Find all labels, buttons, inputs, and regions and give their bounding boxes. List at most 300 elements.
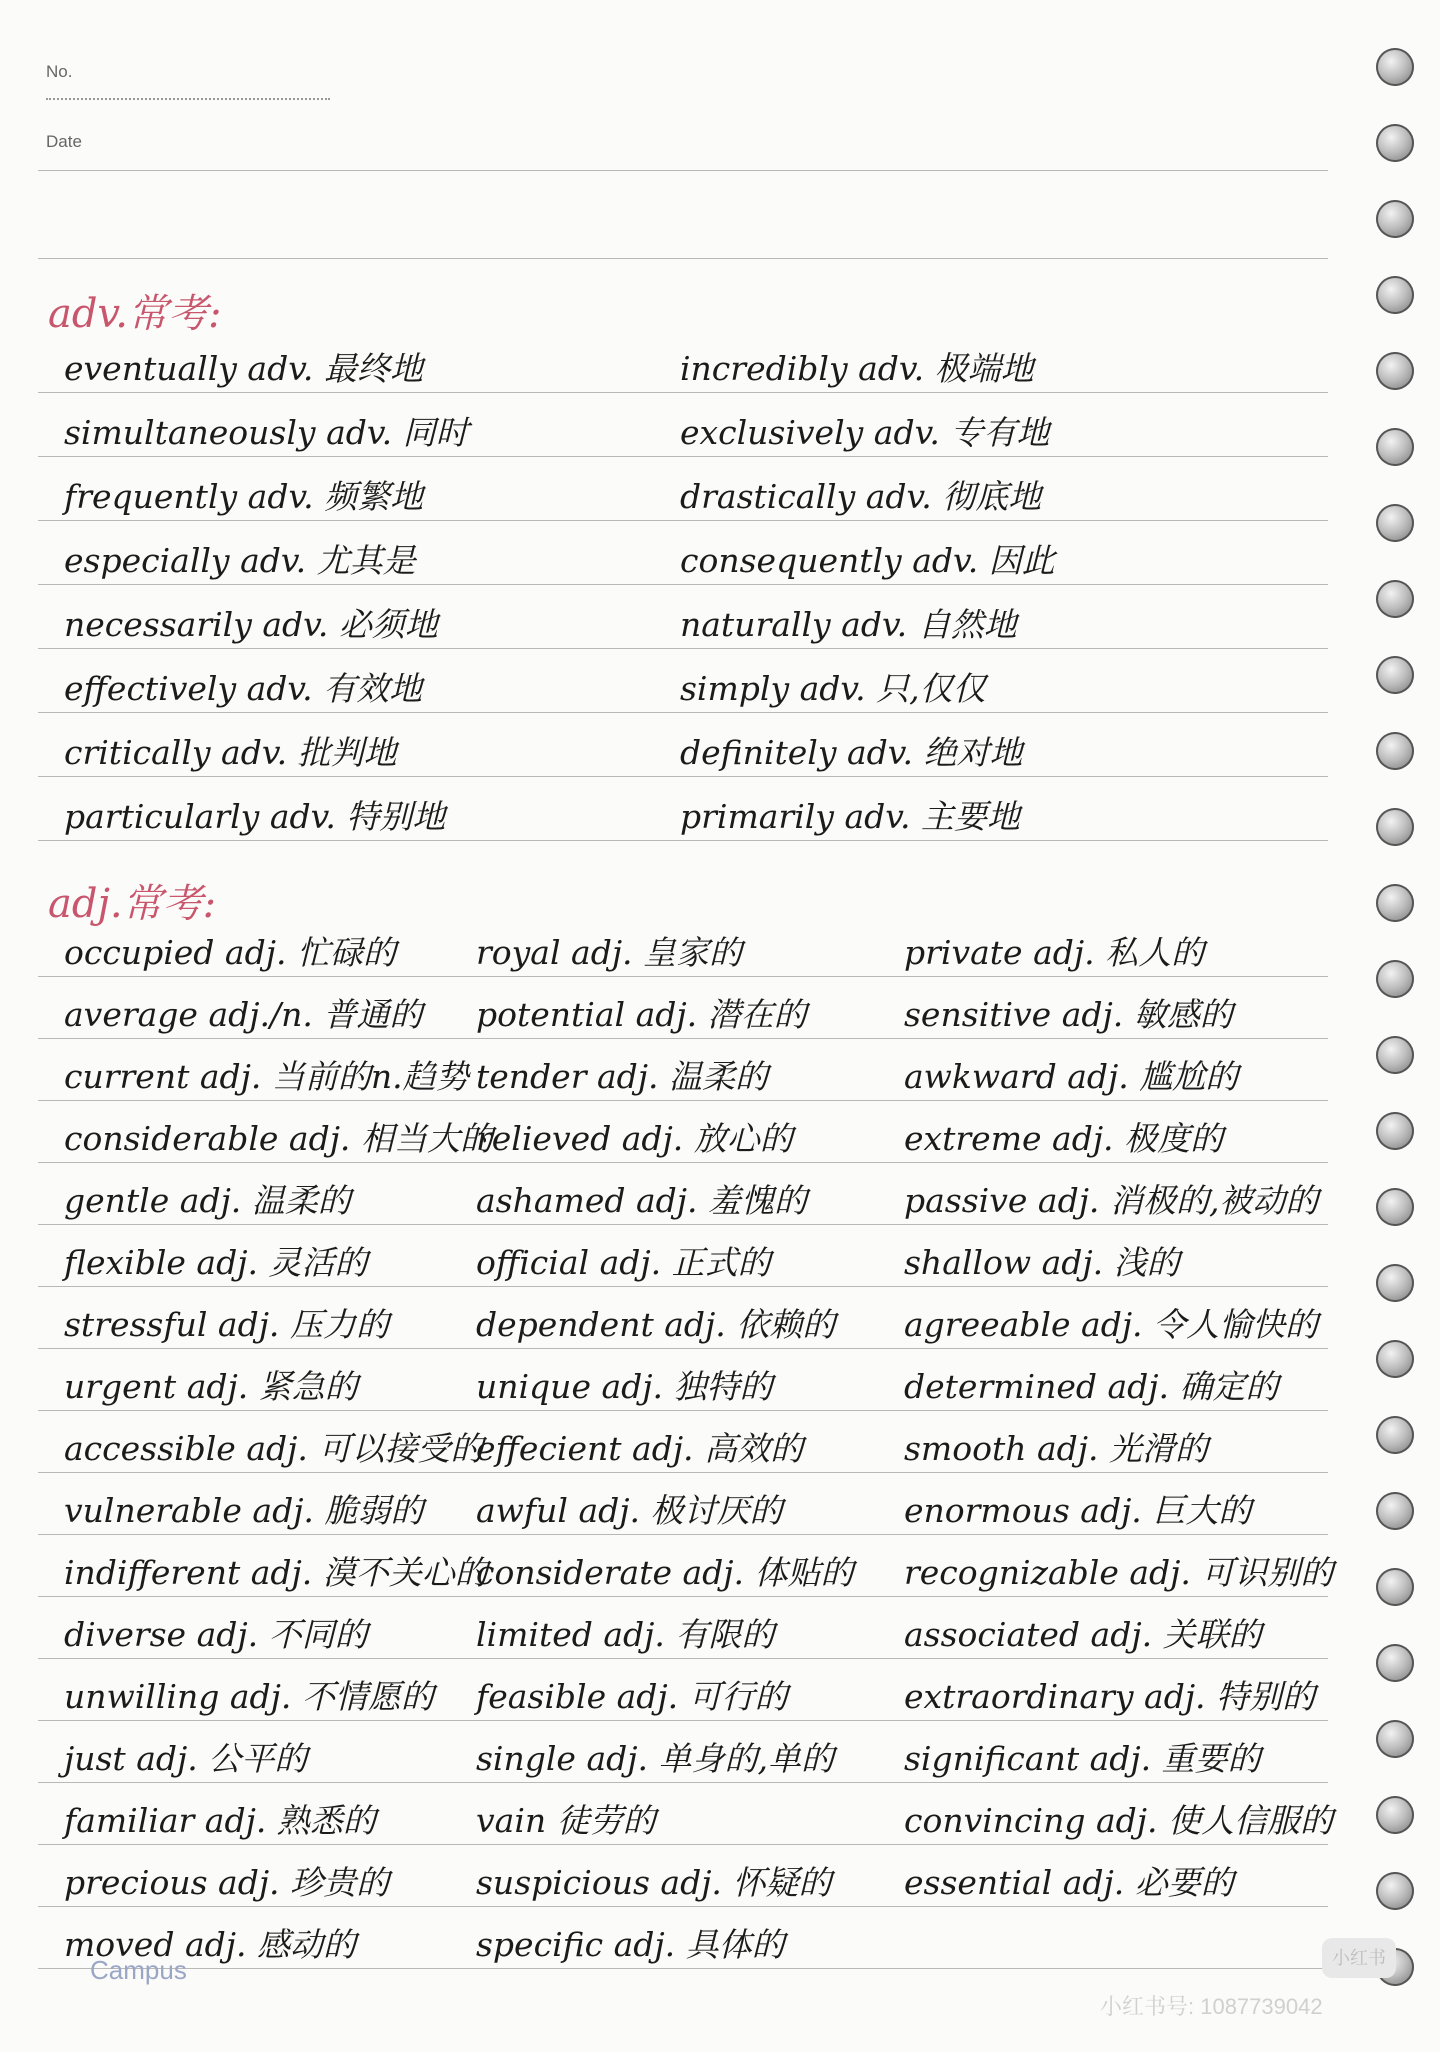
vocab-pos: adj. [1089, 1739, 1152, 1778]
vocab-meaning: 相当大的 [360, 1119, 493, 1158]
vocab-pos: adj. [660, 1863, 722, 1902]
vocab-pos: adj. [199, 1057, 262, 1096]
vocab-pos: adj. [586, 1739, 648, 1778]
vocab-pos: adv. [269, 797, 336, 836]
vocab-word: occupied [64, 933, 215, 972]
adv-row [64, 605, 438, 644]
vocab-entry [680, 733, 1023, 772]
vocab-entry [476, 1119, 793, 1158]
vocab-entry [64, 477, 423, 516]
vocab-entry [904, 1429, 1208, 1468]
vocab-meaning: 私人的 [1105, 933, 1205, 972]
ruled-line [38, 1534, 1328, 1535]
adj-row [64, 1739, 308, 1778]
vocab-entry [904, 1491, 1251, 1530]
vocab-meaning: 频繁地 [324, 477, 424, 516]
vocab-meaning: 极度的 [1124, 1119, 1224, 1158]
adj-row [476, 1243, 771, 1282]
vocab-word: sensitive [904, 995, 1052, 1034]
adv-row [64, 797, 446, 836]
adj-row [904, 1615, 1262, 1654]
vocab-entry [64, 1491, 423, 1530]
adj-row [476, 1367, 773, 1406]
binding-ring [1376, 656, 1414, 694]
vocab-meaning: 依赖的 [736, 1305, 836, 1344]
vocab-pos: adj. [136, 1739, 198, 1778]
vocab-meaning: 怀疑的 [732, 1863, 832, 1902]
vocab-pos: adv. [247, 477, 314, 516]
vocab-word: recognizable [904, 1553, 1119, 1592]
vocab-pos: adj. [1129, 1553, 1191, 1592]
vocab-pos: adj. [224, 933, 287, 972]
ruled-line [38, 1100, 1328, 1101]
vocab-word: primarily [680, 797, 834, 836]
vocab-meaning: 普通的 [323, 995, 423, 1034]
adv-row [680, 733, 1023, 772]
vocab-pos: adj. [196, 1243, 258, 1282]
ruled-line [38, 1968, 1328, 1969]
vocab-word: considerate [476, 1553, 672, 1592]
vocab-entry [64, 1367, 358, 1406]
binding-ring [1376, 1416, 1414, 1454]
adv-row [680, 349, 1034, 388]
vocab-pos: adj. [179, 1181, 242, 1220]
adv-row [680, 477, 1042, 516]
vocab-meaning: 主要地 [920, 797, 1020, 836]
vocab-meaning: 敏感的 [1133, 995, 1233, 1034]
vocab-entry [64, 413, 469, 452]
adv-row [64, 349, 423, 388]
binding-ring [1376, 1644, 1414, 1682]
vocab-meaning: 尤其是 [316, 541, 416, 580]
vocab-word: stressful [64, 1305, 208, 1344]
vocab-meaning: 确定的 [1179, 1367, 1279, 1406]
ruled-line [38, 1720, 1328, 1721]
ruled-line [38, 1596, 1328, 1597]
vocab-pos: adv. [912, 541, 979, 580]
vocab-word: current [64, 1057, 190, 1096]
vocab-pos: adj. [621, 1119, 684, 1158]
vocab-pos: adj. [613, 1925, 676, 1964]
vocab-word: agreeable [904, 1305, 1071, 1344]
vocab-meaning: 关联的 [1162, 1615, 1262, 1654]
vocab-pos: adv. [326, 413, 393, 452]
vocab-word: simply [680, 669, 790, 708]
vocab-word: necessarily [64, 605, 252, 644]
vocab-meaning: 专有地 [950, 413, 1050, 452]
no-dotted-line [46, 98, 330, 100]
vocab-entry [904, 1367, 1279, 1406]
vocab-meaning: 徒劳的 [556, 1801, 656, 1840]
vocab-entry [64, 797, 445, 836]
vocab-entry [476, 1677, 788, 1716]
vocab-word: associated [904, 1615, 1081, 1654]
vocab-pos: adj. [1036, 1429, 1099, 1468]
vocab-word: incredibly [680, 349, 848, 388]
vocab-entry [476, 1863, 831, 1902]
vocab-word: indifferent [64, 1553, 241, 1592]
adj-row [904, 1677, 1316, 1716]
adj-row [64, 933, 396, 972]
vocab-pos: adj. [1061, 995, 1124, 1034]
ruled-line [38, 1286, 1328, 1287]
adv-row [680, 605, 1017, 644]
vocab-word: shallow [904, 1243, 1032, 1282]
vocab-entry [64, 541, 416, 580]
vocab-meaning: 只,仅仅 [876, 669, 986, 708]
binding-ring [1376, 352, 1414, 390]
vocab-word: familiar [64, 1801, 195, 1840]
ruled-line [38, 976, 1328, 977]
vocab-word: flexible [64, 1243, 186, 1282]
vocab-word: urgent [64, 1367, 177, 1406]
vocab-word: determined [904, 1367, 1097, 1406]
vocab-word: dependent [476, 1305, 654, 1344]
ruled-line [38, 520, 1328, 521]
vocab-pos: adj. [616, 1677, 679, 1716]
binding-ring [1376, 1796, 1414, 1834]
vocab-word: eventually [64, 349, 237, 388]
vocab-entry [476, 1305, 835, 1344]
vocab-entry [476, 1057, 768, 1096]
binding-ring [1376, 808, 1414, 846]
vocab-entry [680, 605, 1017, 644]
vocab-entry [64, 933, 396, 972]
ruled-line [38, 648, 1328, 649]
adv-row [64, 413, 469, 452]
vocab-pos: adv. [247, 349, 314, 388]
vocab-meaning: 潜在的 [707, 995, 807, 1034]
vocab-pos: adv. [858, 349, 925, 388]
vocab-pos: adj. [635, 995, 698, 1034]
vocab-word: drastically [680, 477, 856, 516]
vocab-word: definitely [680, 733, 837, 772]
adj-row [904, 1243, 1180, 1282]
adv-row [64, 669, 423, 708]
binding-ring [1376, 1568, 1414, 1606]
vocab-pos: adj. [217, 1305, 280, 1344]
vocab-pos: adj. [186, 1367, 249, 1406]
vocab-meaning: 正式的 [671, 1243, 771, 1282]
vocab-meaning: 皇家的 [643, 933, 743, 972]
vocab-word: essential [904, 1863, 1053, 1902]
vocab-word: awkward [904, 1057, 1057, 1096]
vocab-pos: adj. [1107, 1367, 1170, 1406]
vocab-entry [64, 1863, 389, 1902]
binding-ring [1376, 200, 1414, 238]
vocab-pos: adj. [578, 1491, 640, 1530]
ruled-line [38, 776, 1328, 777]
adj-row [904, 1181, 1319, 1220]
adj-row [64, 1801, 376, 1840]
adj-row [64, 1305, 389, 1344]
adj-row [904, 1553, 1334, 1592]
spiral-binding [1376, 0, 1426, 2052]
vocab-meaning: 重要的 [1161, 1739, 1261, 1778]
vocab-entry [64, 669, 422, 708]
vocab-pos: adj. [196, 1615, 259, 1654]
vocab-meaning: 极讨厌的 [650, 1491, 783, 1530]
vocab-meaning: 有限的 [675, 1615, 775, 1654]
vocab-pos: adj. [1052, 1119, 1114, 1158]
adj-row [904, 1491, 1252, 1530]
vocab-meaning: 当前的n.趋势 [271, 1057, 469, 1096]
ruled-line [38, 840, 1328, 841]
vocab-pos: adj. [1090, 1615, 1153, 1654]
ruled-line [38, 258, 1328, 259]
adv-row [680, 413, 1050, 452]
adv-row [680, 669, 986, 708]
adj-row [904, 1863, 1234, 1902]
adv-row [64, 733, 397, 772]
vocab-word: single [476, 1739, 576, 1778]
vocab-meaning: 最终地 [323, 349, 423, 388]
vocab-word: suspicious [476, 1863, 650, 1902]
binding-ring [1376, 276, 1414, 314]
vocab-meaning: 不情愿的 [301, 1677, 434, 1716]
ruled-line [38, 456, 1328, 457]
vocab-word: limited [476, 1615, 593, 1654]
vocab-entry [64, 1615, 368, 1654]
vocab-entry [476, 933, 742, 972]
vocab-meaning: 同时 [402, 413, 469, 452]
adj-row [904, 1429, 1209, 1468]
vocab-pos: adj. [1062, 1863, 1125, 1902]
vocab-entry [904, 1615, 1262, 1654]
adj-row [476, 1801, 656, 1840]
vocab-entry [476, 1181, 807, 1220]
vocab-pos: adj. [1080, 1491, 1142, 1530]
vocab-meaning: 具体的 [685, 1925, 785, 1964]
vocab-meaning: 巨大的 [1152, 1491, 1252, 1530]
adj-row [476, 1863, 832, 1902]
vocab-meaning: 浅的 [1113, 1243, 1180, 1282]
vocab-meaning: 漠不关心的 [322, 1553, 488, 1592]
binding-ring [1376, 1492, 1414, 1530]
vocab-meaning: 因此 [988, 541, 1055, 580]
adj-row [64, 1057, 469, 1096]
vocab-meaning: 使人信服的 [1168, 1801, 1333, 1840]
adj-row [64, 995, 423, 1034]
vocab-meaning: 熟悉的 [276, 1801, 376, 1840]
vocab-meaning: 绝对地 [923, 733, 1023, 772]
vocab-meaning: 独特的 [673, 1367, 773, 1406]
ruled-line [38, 392, 1328, 393]
binding-ring [1376, 1340, 1414, 1378]
vocab-pos: adv. [246, 669, 313, 708]
vocab-entry [904, 1677, 1315, 1716]
vocab-entry [476, 1925, 785, 1964]
vocab-word: extreme [904, 1119, 1042, 1158]
ruled-line [38, 1410, 1328, 1411]
xiaohongshu-badge: 小红书 [1322, 1938, 1396, 1978]
adj-row [64, 1615, 368, 1654]
vocab-pos: adj. [601, 1367, 663, 1406]
adj-row [476, 1491, 783, 1530]
ruled-line [38, 1224, 1328, 1225]
adj-row [64, 1863, 390, 1902]
adj-row [904, 1801, 1333, 1840]
vocab-meaning: 高效的 [704, 1429, 804, 1468]
vocab-meaning: 温柔的 [669, 1057, 769, 1096]
vocab-meaning: 可以接受的 [318, 1429, 484, 1468]
vocab-word: specific [476, 1925, 604, 1964]
vocab-meaning: 脆弱的 [324, 1491, 424, 1530]
binding-ring [1376, 48, 1414, 86]
binding-ring [1376, 1872, 1414, 1910]
binding-ring [1376, 1720, 1414, 1758]
vocab-entry [64, 1739, 307, 1778]
vocab-entry [680, 477, 1041, 516]
vocab-pos: adj. [635, 1181, 698, 1220]
vocab-word: diverse [64, 1615, 187, 1654]
vocab-entry [476, 1491, 782, 1530]
binding-ring [1376, 504, 1414, 542]
vocab-word: feasible [476, 1677, 607, 1716]
vocab-meaning: 自然地 [917, 605, 1017, 644]
vocab-word: vulnerable [64, 1491, 242, 1530]
vocab-meaning: 光滑的 [1109, 1429, 1209, 1468]
vocab-meaning: 珍贵的 [290, 1863, 390, 1902]
adj-row [64, 1491, 424, 1530]
vocab-meaning: 灵活的 [268, 1243, 368, 1282]
vocab-entry [476, 1553, 854, 1592]
vocab-word: convincing [904, 1801, 1086, 1840]
vocab-pos: adj. [252, 1491, 314, 1530]
vocab-pos: adv. [240, 541, 307, 580]
ruled-line [38, 1782, 1328, 1783]
vocab-entry [904, 1553, 1333, 1592]
vocab-word: awful [476, 1491, 568, 1530]
vocab-pos: adj. [288, 1119, 351, 1158]
binding-ring [1376, 428, 1414, 466]
vocab-word: unwilling [64, 1677, 220, 1716]
vocab-pos: adv. [262, 605, 329, 644]
vocab-pos: adj. [229, 1677, 292, 1716]
vocab-word: unique [476, 1367, 591, 1406]
date-label: Date [46, 132, 82, 151]
binding-ring [1376, 732, 1414, 770]
vocab-meaning: 彻底地 [942, 477, 1042, 516]
vocab-entry [476, 1429, 803, 1468]
vocab-meaning: 令人愉快的 [1153, 1305, 1319, 1344]
vocab-word: significant [904, 1739, 1080, 1778]
vocab-pos: adj. [664, 1305, 726, 1344]
vocab-word: private [904, 933, 1023, 972]
vocab-word: especially [64, 541, 230, 580]
vocab-meaning: 体贴的 [754, 1553, 854, 1592]
adj-row [904, 933, 1205, 972]
vocab-pos: adj. [682, 1553, 745, 1592]
vocab-entry [680, 349, 1034, 388]
vocab-word: effecient [476, 1429, 622, 1468]
vocab-entry [64, 1057, 469, 1096]
ruled-line [38, 1038, 1328, 1039]
vocab-pos: adj. [1041, 1243, 1104, 1282]
vocab-word: average [64, 995, 198, 1034]
vocab-entry [904, 1181, 1318, 1220]
adv-row [680, 541, 1055, 580]
vocab-word: particularly [64, 797, 260, 836]
vocab-meaning: 不同的 [268, 1615, 368, 1654]
campus-logo: Campus [90, 1955, 187, 1985]
ruled-line [38, 1162, 1328, 1163]
adj-row [476, 933, 743, 972]
vocab-pos: adv. [844, 797, 911, 836]
ruled-line [38, 1658, 1328, 1659]
vocab-pos: adv. [873, 413, 940, 452]
vocab-word: critically [64, 733, 211, 772]
adj-row [904, 1057, 1239, 1096]
adj-row [476, 1305, 836, 1344]
vocab-entry [904, 1863, 1234, 1902]
vocab-meaning: 可行的 [688, 1677, 788, 1716]
vocab-entry [64, 1429, 483, 1468]
vocab-word: tender [476, 1057, 587, 1096]
vocab-pos: adj. [571, 933, 633, 972]
no-label: No. [46, 62, 73, 81]
vocab-entry [904, 1801, 1333, 1840]
vocab-word: just [64, 1739, 126, 1778]
vocab-word: considerable [64, 1119, 279, 1158]
adj-row [64, 1677, 434, 1716]
binding-ring [1376, 960, 1414, 998]
vocab-word: enormous [904, 1491, 1070, 1530]
vocab-meaning: 特别地 [346, 797, 446, 836]
vocab-entry [680, 797, 1020, 836]
vocab-word: passive [904, 1181, 1028, 1220]
vocab-entry [680, 413, 1049, 452]
vocab-entry [680, 669, 986, 708]
binding-ring [1376, 580, 1414, 618]
binding-ring [1376, 1036, 1414, 1074]
vocab-word: extraordinary [904, 1677, 1134, 1716]
vocab-pos: adj. [603, 1615, 665, 1654]
vocab-entry [904, 1739, 1261, 1778]
vocab-meaning: 紧急的 [258, 1367, 358, 1406]
vocab-entry [64, 605, 438, 644]
adj-row [476, 1677, 788, 1716]
vocab-meaning: 压力的 [289, 1305, 389, 1344]
ruled-line [38, 712, 1328, 713]
vocab-word: relieved [476, 1119, 612, 1158]
vocab-pos: adj. [1144, 1677, 1206, 1716]
vocab-meaning: 消极的,被动的 [1109, 1181, 1319, 1220]
adj-row [476, 1925, 785, 1964]
adj-row [476, 995, 807, 1034]
vocab-meaning: 必要的 [1134, 1863, 1234, 1902]
vocab-pos: adv. [799, 669, 866, 708]
vocab-meaning: 温柔的 [251, 1181, 351, 1220]
vocab-entry [476, 1243, 771, 1282]
ruled-line [38, 1472, 1328, 1473]
adj-section-title: adj.常考: [48, 881, 217, 927]
vocab-entry [64, 1305, 389, 1344]
vocab-pos: adj. [204, 1801, 267, 1840]
vocab-pos: adj. [599, 1243, 662, 1282]
binding-ring [1376, 884, 1414, 922]
vocab-entry [904, 995, 1233, 1034]
vocab-meaning: 必须地 [338, 605, 438, 644]
vocab-entry [64, 349, 423, 388]
vocab-word: moved [64, 1925, 175, 1964]
vocab-word: naturally [680, 605, 831, 644]
vocab-meaning: 尴尬的 [1139, 1057, 1239, 1096]
vocab-pos: adv. [841, 605, 908, 644]
binding-ring [1376, 1264, 1414, 1302]
vocab-word: royal [476, 933, 561, 972]
ruled-line [38, 1906, 1328, 1907]
